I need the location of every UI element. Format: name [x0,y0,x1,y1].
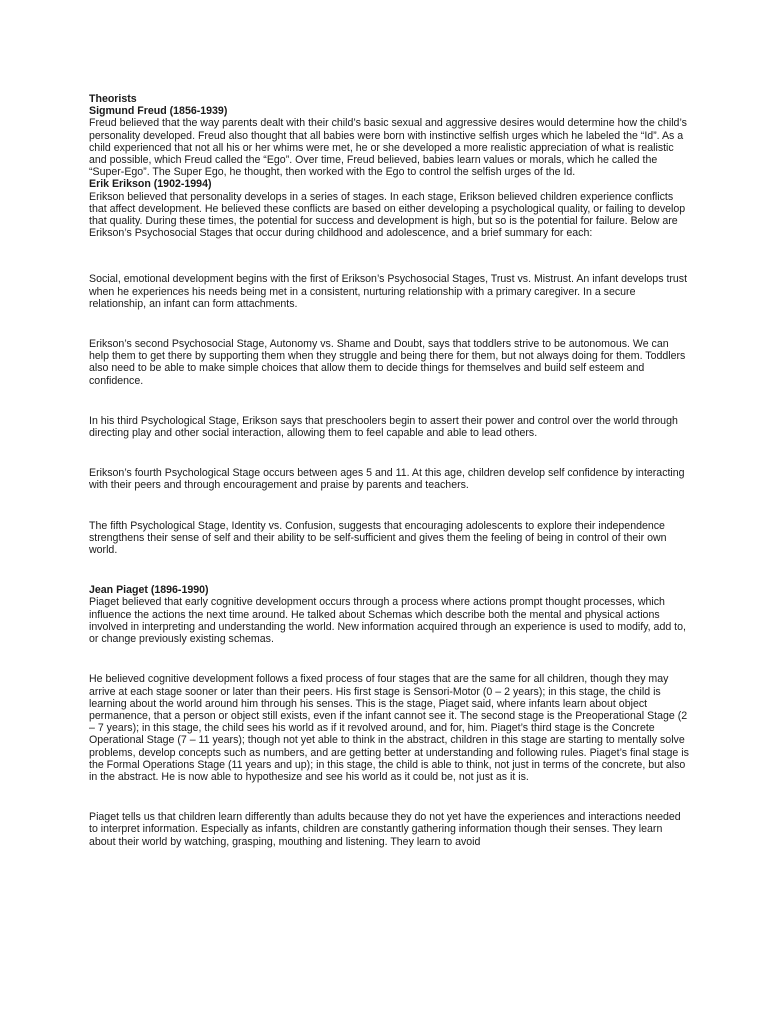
erikson-heading: Erik Erikson (1902-1994) [89,178,212,191]
erikson-stage3-paragraph: In his third Psychological Stage, Erikson says that preschoolers begin to assert their power and control over the world through directing play and other social interaction, allowing them to feel capable and able to lead others. [89,414,678,440]
erikson-intro-paragraph: Erikson believed that personality develops in a series of stages. In each stage, Erikson believed children experience conflicts that affect development. He believed these conflicts are based on either developing a psychological quality, or failing to develop that quality. During these times, the potential for success and development is high, but so is the potential for failure. Below are Erikson’s Psychosocial Stages that occur during childhood and adolescence, and a brief summary for each: [89,190,686,240]
document-title: Theorists [89,93,137,105]
erikson-stage5-paragraph: The fifth Psychological Stage, Identity vs. Confusion, suggests that encouraging adolescents to explore their independence strengthens their sense of self and their ability to be self-sufficient and gives them the feeling of being in control of their own world. [89,519,667,557]
piaget-learning-paragraph: Piaget tells us that children learn differently than adults because they do not yet have the experiences and interactions needed to interpret information. Especially as infants, children are constantly gathering information though their senses. They learn about their world by watching, grasping, mouthing and listening. They learn to avoid [89,811,681,848]
erikson-stage1-paragraph: Social, emotional development begins with the first of Erikson’s Psychosocial Stages, Trust vs. Mistrust. An infant develops trust when he experiences his needs being met in a consistent, nurturing relationship with a primary caregiver. In a secure relationship, an infant can form attachments. [89,273,688,310]
freud-paragraph: Freud believed that the way parents dealt with their child’s basic sexual and aggressive desires would determine how the child’s personality developed. Freud also thought that all babies were born with instinctive selfish urges which he labeled the “Id”. As a child experienced that not all his or her whims were met, he or she developed a more realistic appreciation of what is realistic and possible, which Freud called the “Ego”. Over time, Freud believed, babies learn values or morals, which he called the “Super-Ego”. The Super Ego, he thought, then worked with the Ego to control the selfish urges of the Id. [89,117,687,179]
piaget-intro-paragraph: Piaget believed that early cognitive development occurs through a process where actions prompt thought processes, which influence the actions the next time around. He talked about Schemas which describe both the mental and physical actions involved in interpreting and understanding the world. New information acquired through an experience is used to modify, add to, or change previously existing schemas. [89,596,686,646]
piaget-heading: Jean Piaget (1896-1990) [89,584,209,597]
piaget-stages-paragraph: He believed cognitive development follows a fixed process of four stages that are the same for all children, though they may arrive at each stage sooner or later than their peers. His first stage is Sensori-Motor (0 – 2 years); in this stage, the child is learning about the world around him through his senses. This is the stage, Piaget said, where infants learn about object permanence, that a person or object still exists, even if the infant cannot see it. The second stage is the Preoperational Stage (2 – 7 years); in this stage, the child sees his world as if it revolved around, and for, him. Piaget’s third stage is the Concrete Operational Stage (7 – 11 years); though not yet able to think in the abstract, children in this stage are starting to mentally solve problems, develop concepts such as numbers, and are getting better at understanding and following rules. Piaget’s final stage is the Formal Operations Stage (11 years and up); in this stage, the child is able to think, not just in terms of the concrete, but also in the abstract. He is now able to hypothesize and see his world as it could be, not just as it is. [89,673,689,783]
document-page [89,93,689,848]
erikson-stage4-paragraph: Erikson’s fourth Psychological Stage occurs between ages 5 and 11. At this age, children develop self confidence by interacting with their peers and through encouragement and praise by parents and teachers. [89,467,685,492]
freud-heading: Sigmund Freud (1856-1939) [89,105,228,118]
erikson-stage2-paragraph: Erikson’s second Psychosocial Stage, Autonomy vs. Shame and Doubt, says that toddlers strive to be autonomous. We can help them to get there by supporting them when they struggle and being there for them, but not always doing for them. Toddlers also need to be able to make simple choices that allow them to decide things for themselves and build self esteem and confidence. [89,338,686,387]
